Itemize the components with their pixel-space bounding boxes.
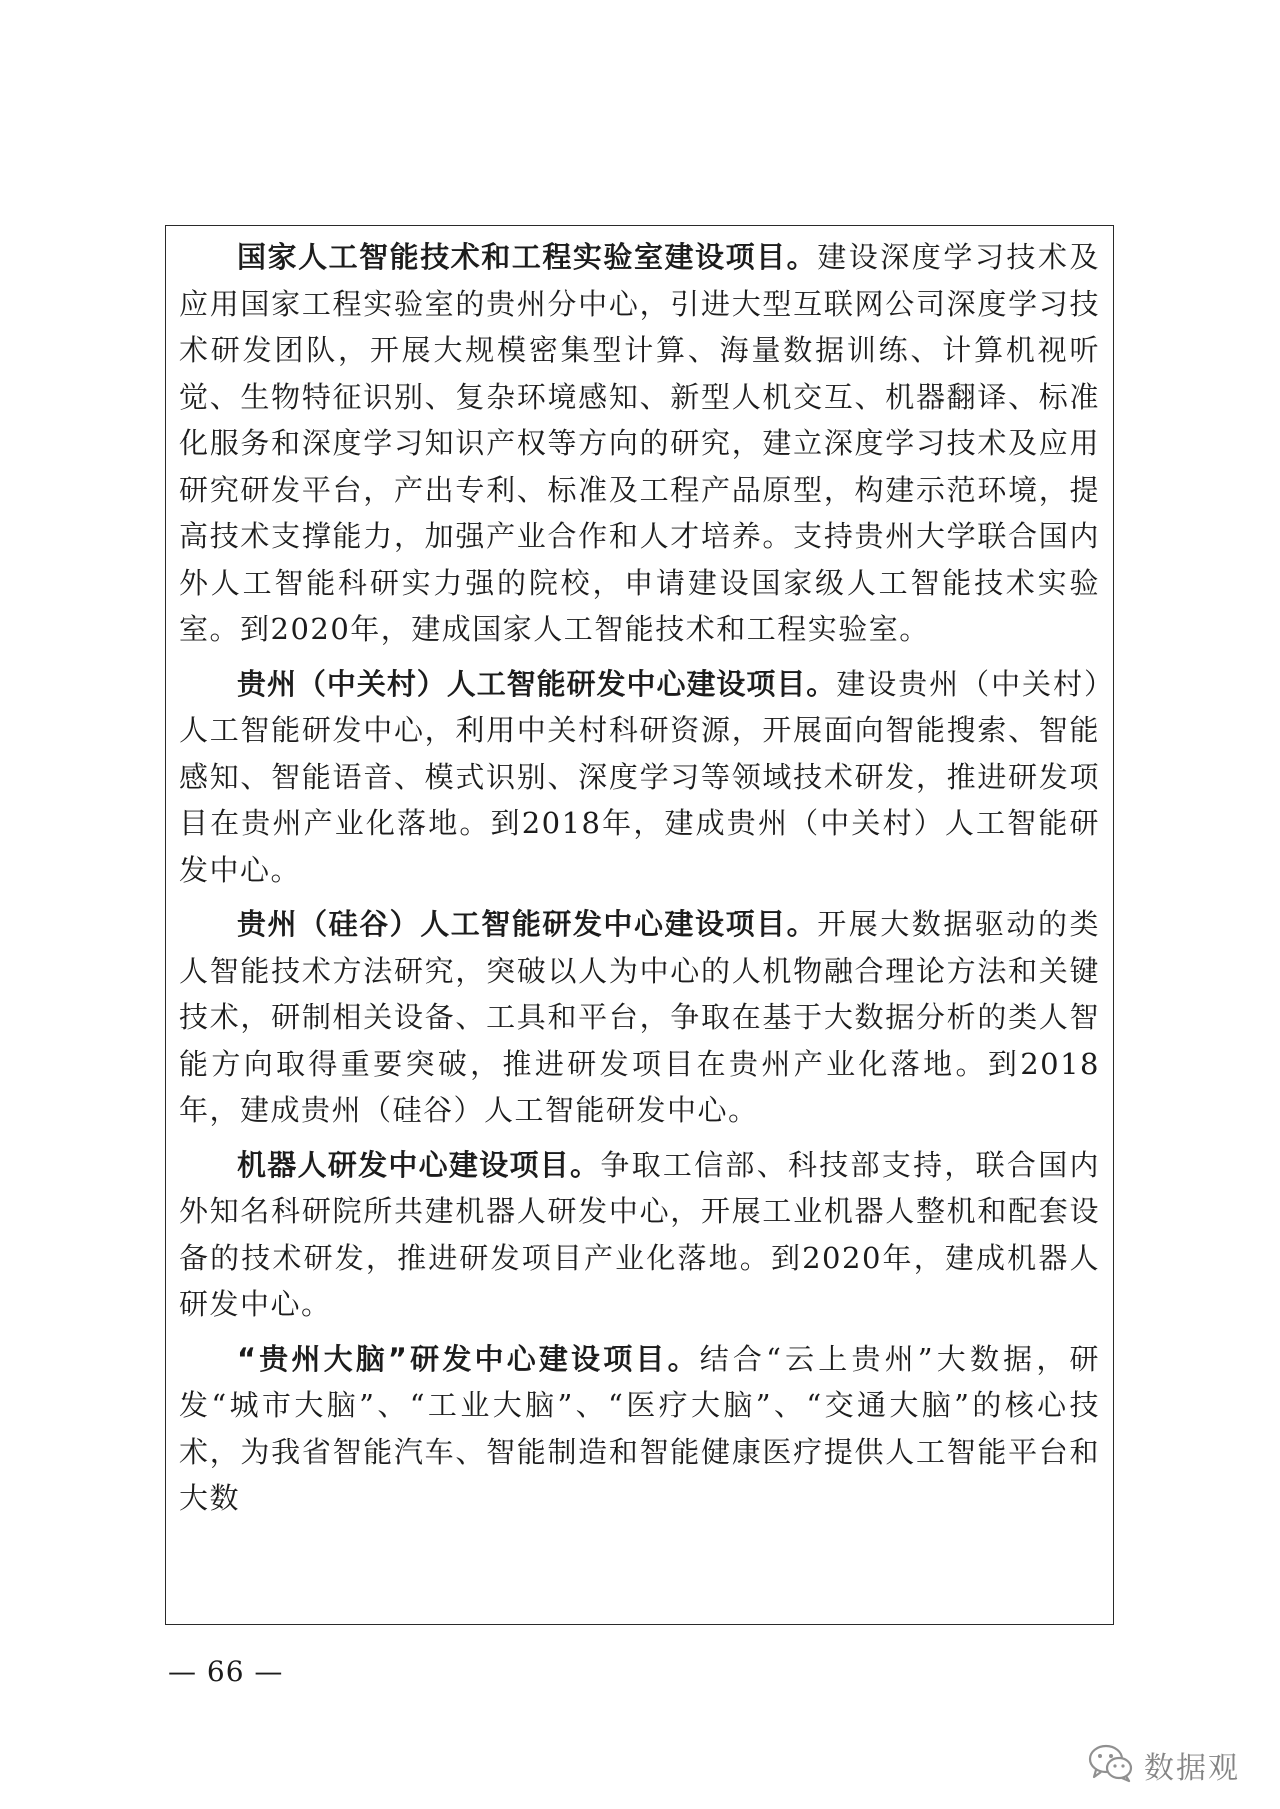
page-number: — 66 — [168, 1655, 284, 1688]
paragraph-zhongguancun-center [179, 661, 1100, 894]
paragraph-heading: 机器人研发中心建设项目。 [237, 1147, 601, 1182]
watermark [1088, 1743, 1240, 1787]
paragraph-ai-lab [179, 234, 1100, 653]
paragraph-robot-center [179, 1142, 1100, 1328]
paragraph-silicon-valley-center [179, 901, 1100, 1134]
text-box [165, 225, 1114, 1625]
paragraph-body: 争取工信部、科技部支持，联合国内外知名科研院所共建机器人研发中心，开展工业机器人整机和配套设备的技术研发，推进研发项目产业化落地。到2020年，建成机器人研发中心。 [179, 1147, 1100, 1321]
paragraph-heading: 贵州（中关村）人工智能研发中心建设项目。 [237, 666, 837, 701]
paragraph-heading: 国家人工智能技术和工程实验室建设项目。 [237, 240, 818, 274]
paragraph-heading: “贵州大脑”研发中心建设项目。 [237, 1341, 700, 1376]
watermark-text: 数据观 [1144, 1751, 1240, 1786]
wechat-icon [1088, 1743, 1134, 1787]
paragraph-body: 建设贵州（中关村）人工智能研发中心，利用中关村科研资源，开展面向智能搜索、智能感知、智能语音、模式识别、深度学习等领域技术研发，推进研发项目在贵州产业化落地。到2018年，建成贵州（中关村）人工智能研发中心。 [179, 666, 1100, 887]
paragraph-body: 结合“云上贵州”大数据，研发“城市大脑”、“工业大脑”、“医疗大脑”、“交通大脑”的核心技术，为我省智能汽车、智能制造和智能健康医疗提供人工智能平台和大数 [179, 1341, 1100, 1515]
paragraph-body: 开展大数据驱动的类人智能技术方法研究，突破以人为中心的人机物融合理论方法和关键技术，研制相关设备、工具和平台，争取在基于大数据分析的类人智能方向取得重要突破，推进研发项目在贵州产业化落地。到2018年，建成贵州（硅谷）人工智能研发中心。 [179, 907, 1100, 1127]
paragraph-body: 建设深度学习技术及应用国家工程实验室的贵州分中心，引进大型互联网公司深度学习技术研发团队，开展大规模密集型计算、海量数据训练、计算机视听觉、生物特征识别、复杂环境感知、新型人机交互、机器翻译、标准化服务和深度学习知识产权等方向的研究，建立深度学习技术及应用研究研发平台，产出专利、标准及工程产品原型，构建示范环境，提高技术支撑能力，加强产业合作和人才培养。支持贵州大学联合国内外人工智能科研实力强的院校，申请建设国家级人工智能技术实验室。到2020年，建成国家人工智能技术和工程实验室。 [179, 240, 1100, 646]
paragraph-heading: 贵州（硅谷）人工智能研发中心建设项目。 [237, 907, 818, 941]
paragraph-guizhou-brain [179, 1336, 1100, 1522]
text-box-content [179, 234, 1100, 1530]
